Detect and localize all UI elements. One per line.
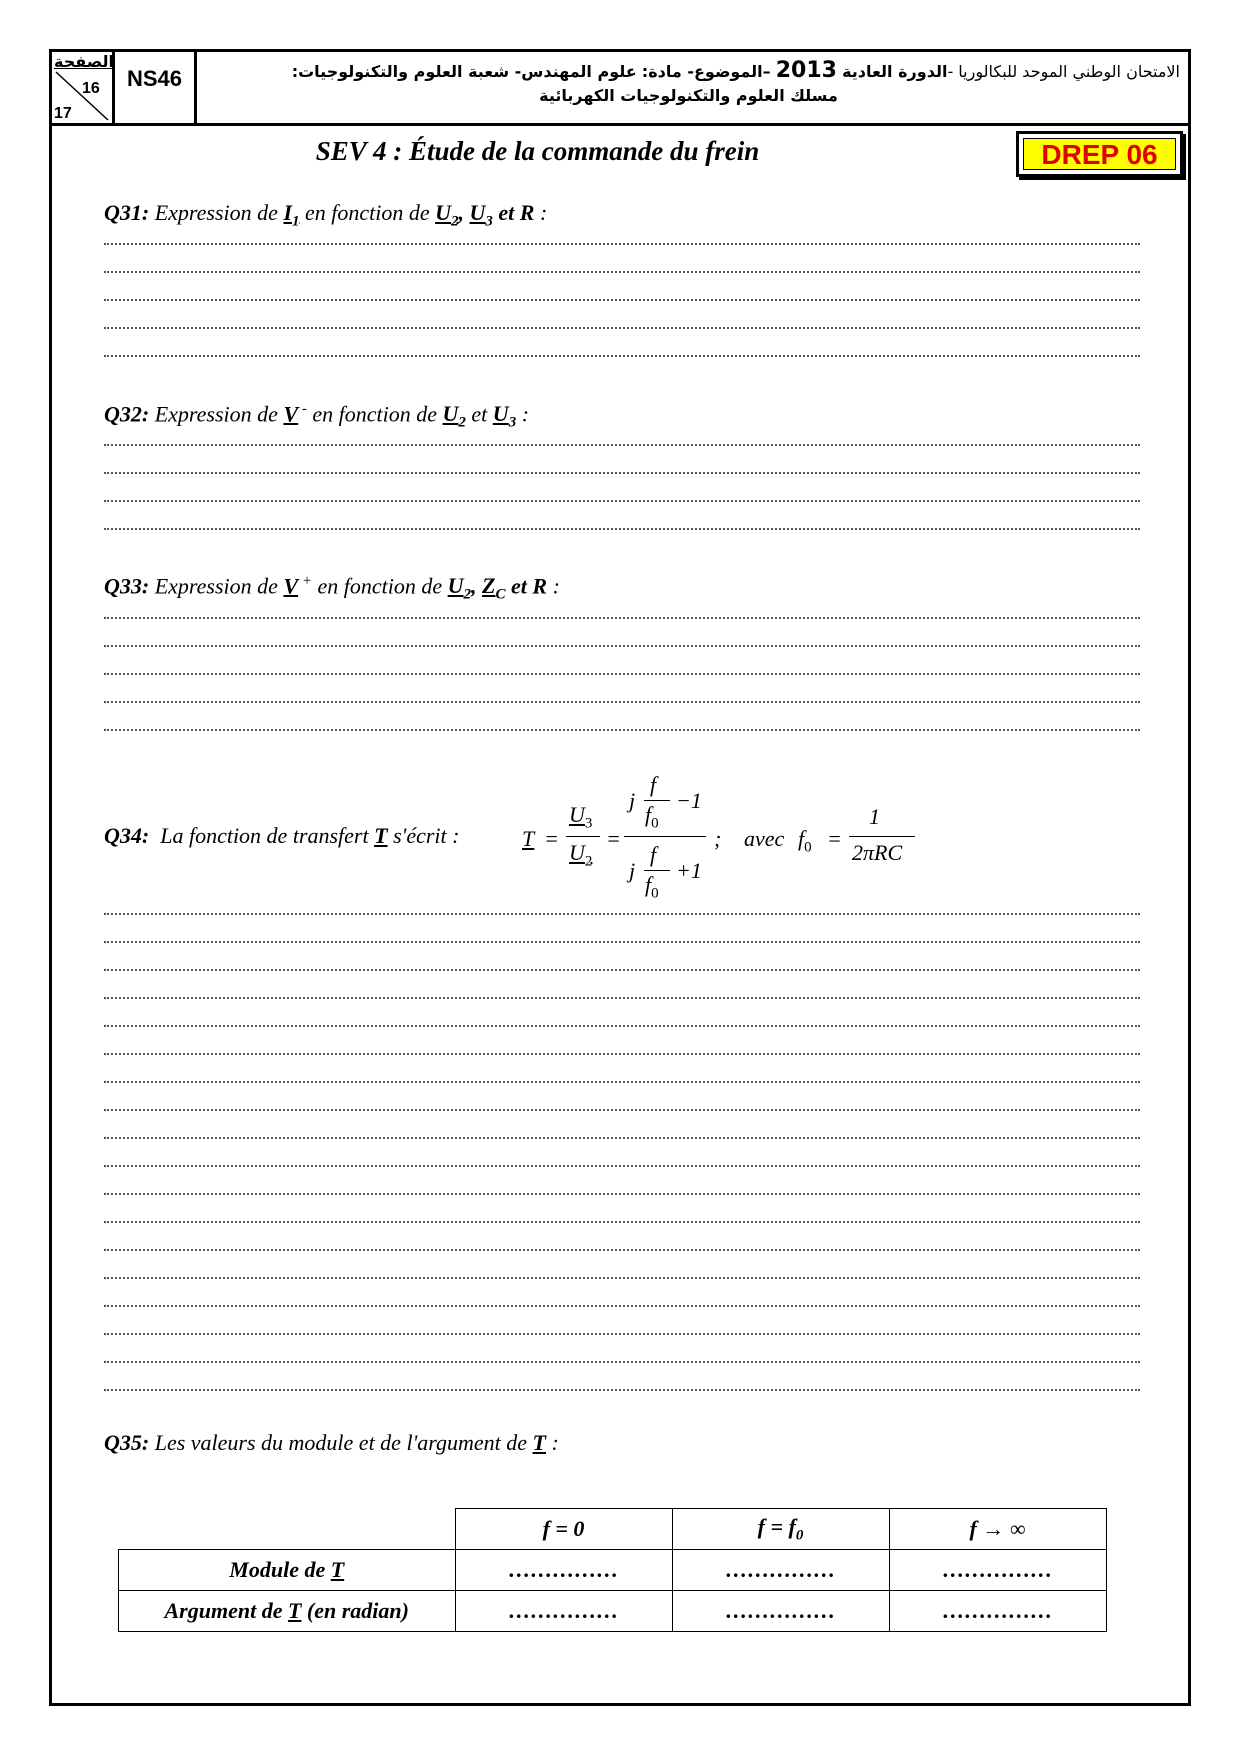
- answer-line: [104, 1277, 1140, 1279]
- exam-header-text: [197, 52, 1180, 123]
- q34-text-a: La fonction de transfert: [160, 823, 375, 848]
- drep-badge: [1016, 131, 1183, 177]
- question-q32: [104, 401, 529, 432]
- answer-line: [104, 472, 1140, 474]
- answer-line: [104, 1165, 1140, 1167]
- exam-header: [52, 52, 1188, 126]
- answer-cell[interactable]: ……………: [455, 1591, 672, 1632]
- answer-line: [104, 969, 1140, 971]
- q33-label: Q33:: [104, 573, 150, 599]
- q32-label: Q32:: [104, 401, 150, 427]
- question-q33: [104, 573, 560, 604]
- q33-var-U2: $U_2$: [447, 573, 472, 603]
- q32-colon: :: [516, 401, 530, 427]
- q35-label: Q35:: [104, 1430, 150, 1455]
- formula-num-f: f: [650, 772, 657, 797]
- answer-cell[interactable]: ……………: [672, 1550, 889, 1591]
- q32-var-U3: $U_3$: [492, 401, 517, 431]
- exam-code: NS46: [115, 52, 197, 123]
- q31-var-U2: $U_2$: [435, 200, 459, 230]
- answer-line: [104, 1249, 1140, 1251]
- formula-semicolon: ;: [714, 826, 722, 851]
- answer-line: [104, 1137, 1140, 1139]
- q33-var-V: V: [283, 573, 299, 599]
- formula-f0: $f_0$: [798, 826, 812, 856]
- q33-text-b: en fonction de: [312, 573, 448, 599]
- header-line-2: مسلك العلوم والتكنولوجيات الكهربائية: [539, 86, 838, 105]
- table-row: [119, 1591, 1107, 1632]
- q32-text-a: Expression de: [154, 401, 284, 427]
- q35-var-T: T: [532, 1430, 546, 1455]
- answer-line: [104, 701, 1140, 703]
- formula-den-j: j: [629, 858, 636, 883]
- answer-line: [104, 271, 1140, 273]
- q32-var-U2: $U_2$: [442, 401, 466, 431]
- fraction-bar: [644, 870, 670, 871]
- header-session: الدورة العادية: [842, 62, 948, 81]
- answer-line: [104, 444, 1140, 446]
- drep-badge-label: DREP 06: [1023, 138, 1176, 170]
- page-title: SEV 4 : Étude de la commande du frein: [315, 136, 760, 166]
- answer-line: [104, 997, 1140, 999]
- formula-den-f0: $f_0$: [645, 872, 659, 902]
- q31-var-U3: $U_3$: [469, 200, 493, 230]
- answer-line: [104, 299, 1140, 301]
- q33-comma: ,: [471, 573, 483, 599]
- q32-text-b: en fonction de: [306, 401, 443, 427]
- answer-line: [104, 941, 1140, 943]
- formula-eq2: =: [606, 826, 621, 851]
- q34-var-T: T: [374, 823, 388, 848]
- answer-line: [104, 355, 1140, 357]
- answer-cell[interactable]: ……………: [889, 1550, 1106, 1591]
- formula-f0-eq: =: [827, 826, 842, 851]
- q33-text-c: et R: [505, 573, 548, 599]
- table-header-row: [119, 1509, 1107, 1550]
- header-subject-label: –الموضوع- مادة:: [641, 62, 771, 81]
- formula-U2: $U_2$: [569, 840, 593, 870]
- q32-sup: -: [298, 401, 307, 417]
- table-row: [119, 1550, 1107, 1591]
- page-total: 17: [54, 105, 72, 122]
- answer-line: [104, 1193, 1140, 1195]
- results-table: [118, 1508, 1107, 1632]
- answer-line: [104, 1109, 1140, 1111]
- question-q35: [104, 1430, 559, 1456]
- answer-line: [104, 1361, 1140, 1363]
- q35-colon: :: [546, 1430, 559, 1455]
- answer-line: [104, 673, 1140, 675]
- q35-text-a: Les valeurs du module et de l'argument de: [154, 1430, 533, 1455]
- answer-line: [104, 500, 1140, 502]
- answer-line: [104, 1305, 1140, 1307]
- answer-line: [104, 1389, 1140, 1391]
- answer-cell[interactable]: ……………: [672, 1591, 889, 1632]
- q31-colon: :: [534, 200, 548, 225]
- table-header: f → ∞: [889, 1509, 1106, 1550]
- answer-line: [104, 243, 1140, 245]
- formula-avec: avec: [744, 826, 785, 851]
- answer-line: [104, 729, 1140, 731]
- question-q34: [104, 823, 459, 849]
- header-year: 2013: [775, 58, 837, 83]
- formula-den-tail: +1: [676, 858, 702, 883]
- answer-line: [104, 617, 1140, 619]
- answer-line: [104, 645, 1140, 647]
- page-number: 16: [82, 80, 100, 97]
- fraction-bar: [566, 836, 600, 837]
- answer-cell[interactable]: ……………: [889, 1591, 1106, 1632]
- answer-line: [104, 528, 1140, 530]
- q33-text-a: Expression de: [154, 573, 284, 599]
- formula-eq1: =: [544, 826, 559, 851]
- q31-text-c: et R: [492, 200, 535, 225]
- q32-var-V: V: [283, 401, 299, 427]
- formula-den-f: f: [650, 842, 657, 867]
- formula-num-tail: −1: [676, 788, 702, 813]
- q31-comma: ,: [458, 200, 470, 225]
- header-exam-name: الامتحان الوطني الموحد للبكالوريا -: [947, 62, 1180, 81]
- answer-line: [104, 1053, 1140, 1055]
- formula-num-f0: $f_0$: [645, 802, 659, 832]
- q34-text-b: s'écrit :: [387, 823, 460, 848]
- table-header: $f = f_0$: [672, 1509, 889, 1550]
- answer-line: [104, 1221, 1140, 1223]
- question-q31: [104, 200, 547, 230]
- row-label-module: Module de T: [119, 1550, 456, 1591]
- page-label: الصفحة: [54, 52, 115, 71]
- formula-T: T: [522, 826, 535, 851]
- q32-text-c: et: [465, 401, 493, 427]
- page-frame: [49, 49, 1191, 1706]
- answer-line: [104, 327, 1140, 329]
- header-line-1: [292, 58, 1180, 83]
- formula-f0-den: 2πRC: [852, 840, 903, 865]
- formula-num-j: j: [629, 788, 636, 813]
- table-header: f = 0: [455, 1509, 672, 1550]
- answer-line: [104, 1081, 1140, 1083]
- answer-line: [104, 1025, 1140, 1027]
- q33-var-Zc: $Z_C$: [482, 573, 506, 603]
- q34-label: Q34:: [104, 823, 150, 848]
- row-label-argument: Argument de T (en radian): [119, 1591, 456, 1632]
- q31-text-b: en fonction de: [299, 200, 436, 225]
- q31-label: Q31:: [104, 200, 150, 225]
- formula-f0-num: 1: [869, 804, 880, 829]
- q31-text-a: Expression de: [154, 200, 284, 225]
- fraction-bar: [624, 836, 706, 837]
- answer-line: [104, 1333, 1140, 1335]
- fraction-bar: [644, 800, 670, 801]
- q31-var-I: $I_1$: [283, 200, 300, 230]
- table-corner: [119, 1509, 456, 1550]
- answer-line: [104, 913, 1140, 915]
- q33-sup: +: [298, 573, 312, 589]
- page-number-box: [52, 52, 115, 123]
- q33-colon: :: [547, 573, 560, 599]
- answer-cell[interactable]: ……………: [455, 1550, 672, 1591]
- header-subject: علوم المهندس- شعبة العلوم والتكنولوجيات:: [291, 62, 637, 81]
- formula-U3: $U_3$: [569, 802, 593, 832]
- fraction-bar: [849, 836, 915, 837]
